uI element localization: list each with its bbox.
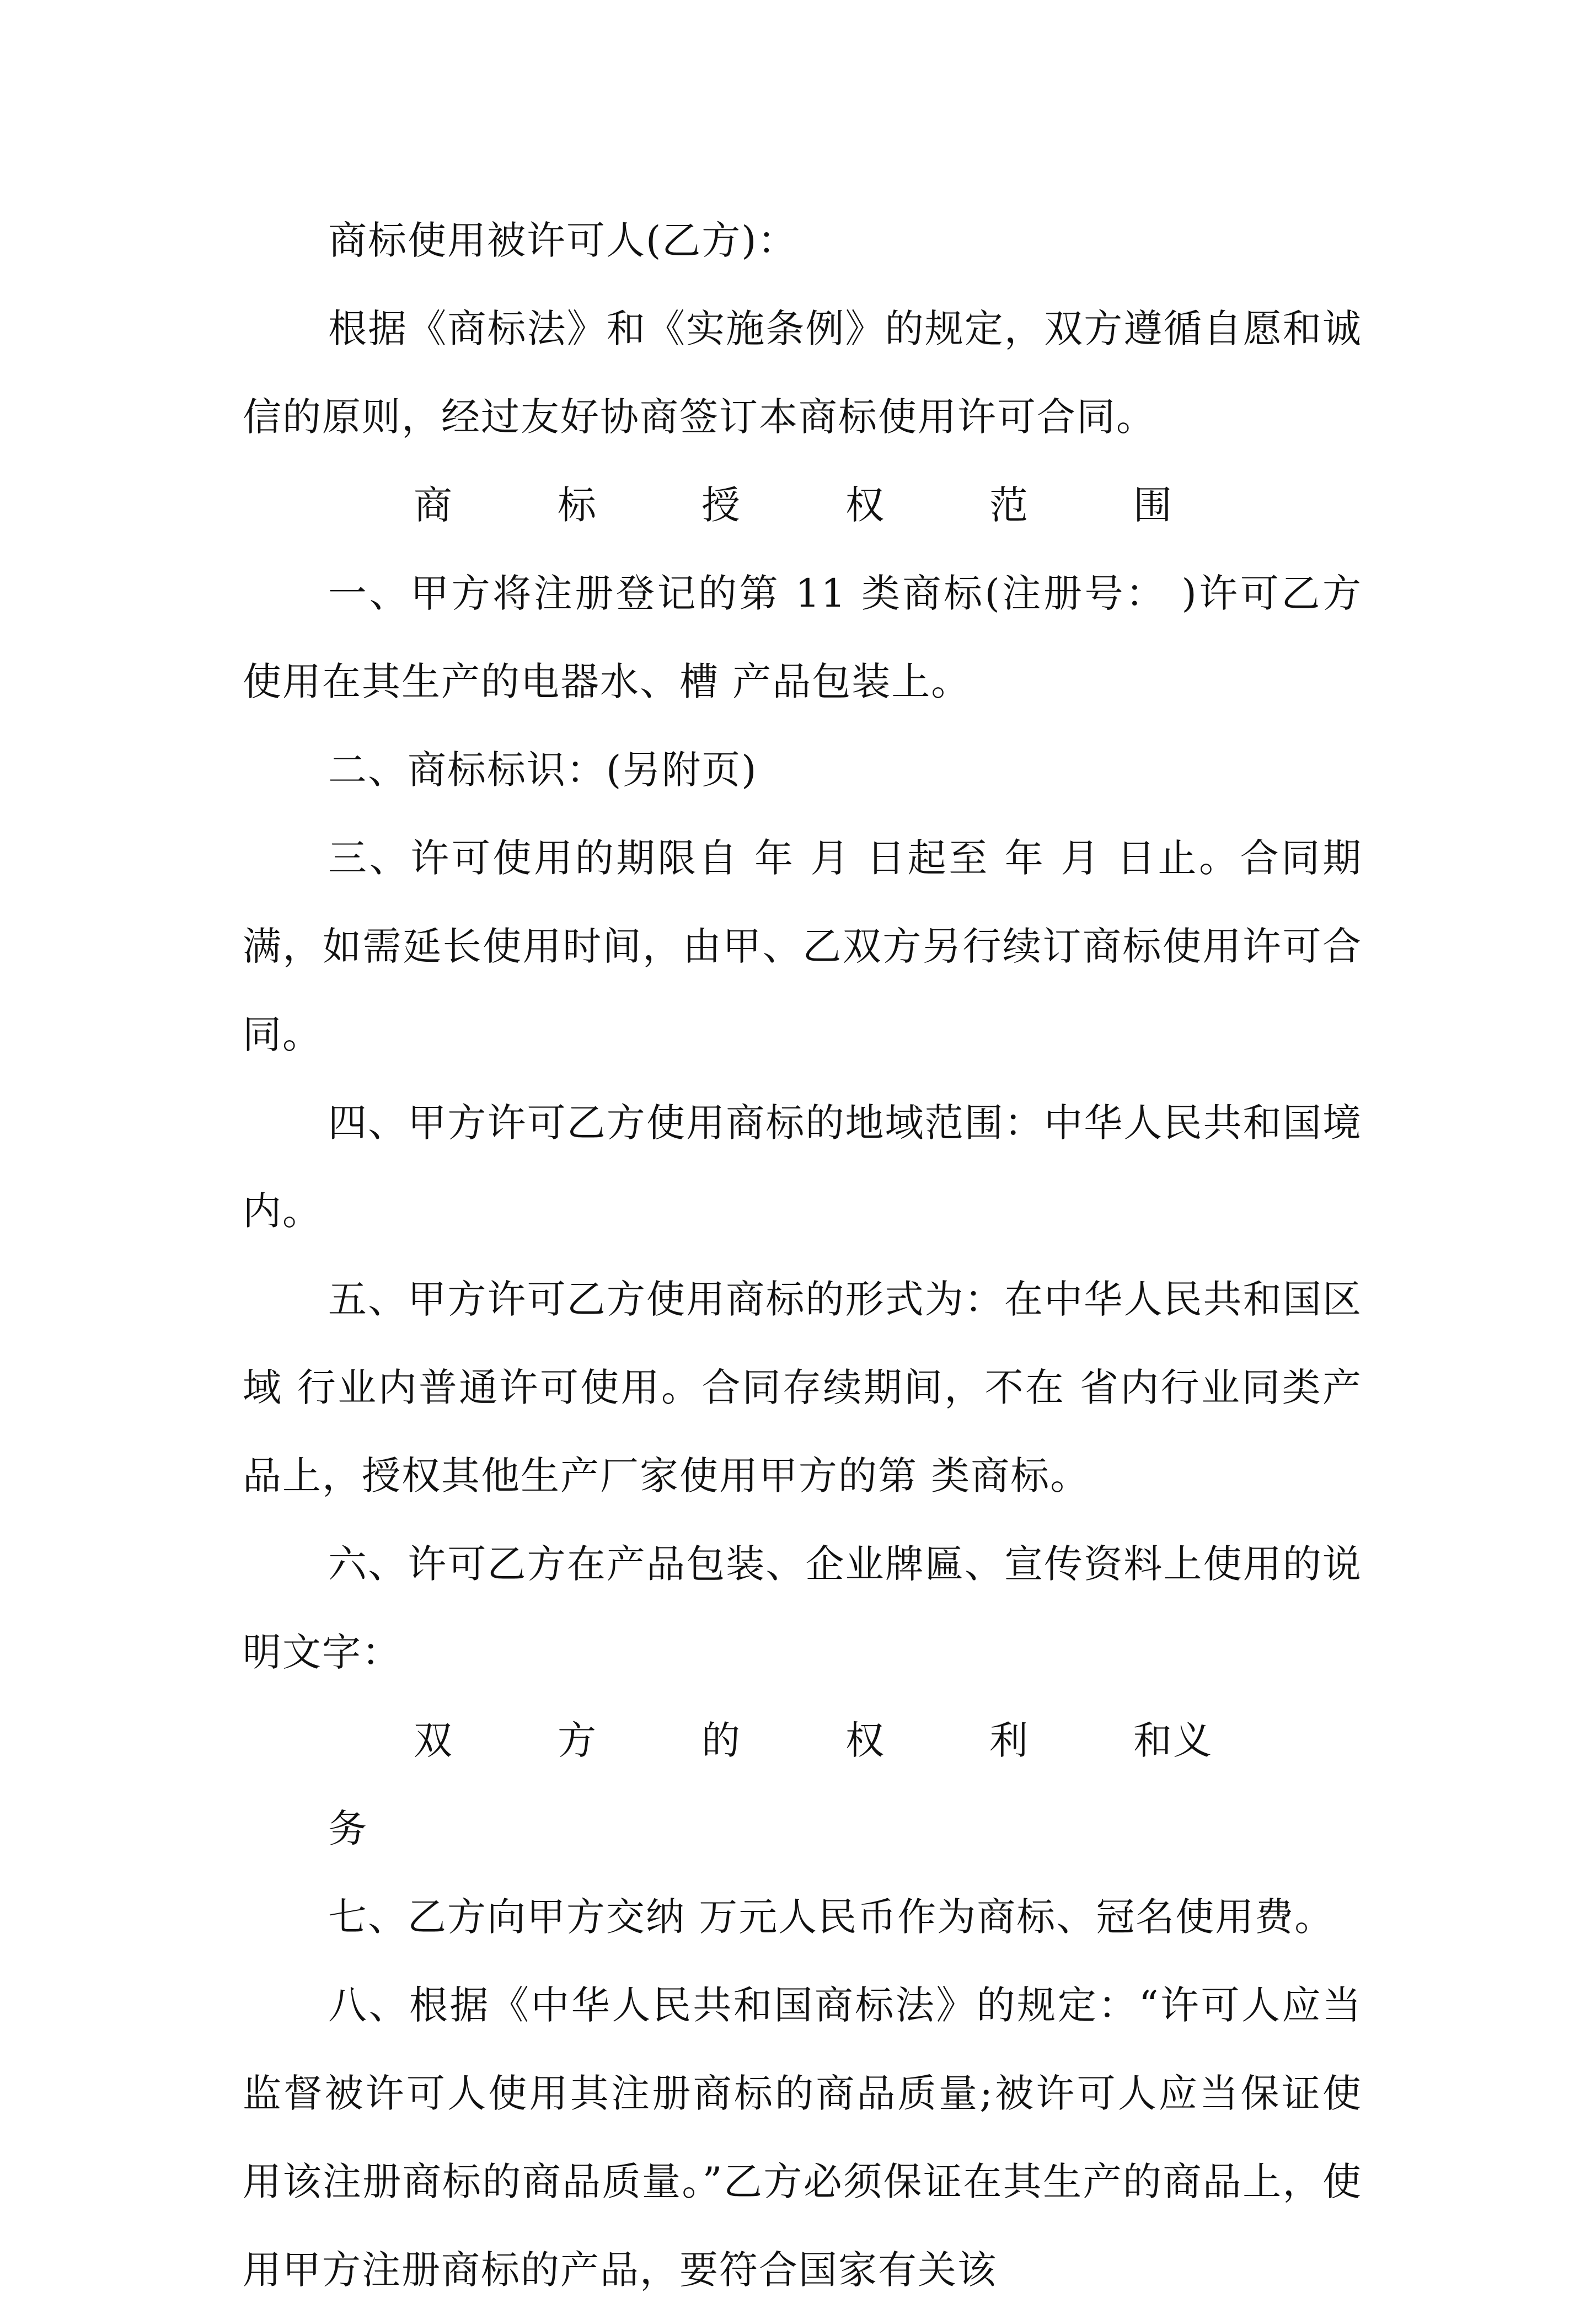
heading-char: 利 <box>989 1718 1029 1763</box>
clause-6: 六、许可乙方在产品包装、企业牌匾、宣传资料上使用的说明文字： <box>243 1541 1362 1675</box>
preamble-paragraph: 根据《商标法》和《实施条例》的规定，双方遵循自愿和诚信的原则，经过友好协商签订本商标使用许可合同。 <box>243 306 1362 440</box>
clause-2: 二、商标标识：(另附页) <box>328 747 758 792</box>
heading-char: 标 <box>558 483 597 528</box>
heading-char: 方 <box>558 1718 597 1763</box>
clause-7: 七、乙方向甲方交纳 万元人民币作为商标、冠名使用费。 <box>328 1894 1335 1940</box>
heading-char: 务 <box>328 1806 368 1851</box>
heading-char: 权 <box>845 483 885 528</box>
heading-char: 商 <box>414 483 453 528</box>
heading-char: 和义 <box>1133 1718 1213 1763</box>
heading-char: 范 <box>989 483 1029 528</box>
heading-char: 权 <box>845 1718 885 1763</box>
clause-1: 一、甲方将注册登记的第 11 类商标(注册号： )许可乙方使用在其生产的电器水、槽 产品包装上。 <box>243 571 1362 704</box>
heading-char: 双 <box>414 1718 453 1763</box>
document-body <box>243 196 1362 2314</box>
clause-3: 三、许可使用的期限自 年 月 日起至 年 月 日止。合同期满，如需延长使用时间，由甲、乙双方另行续订商标使用许可合同。 <box>243 835 1362 1057</box>
clause-4: 四、甲方许可乙方使用商标的地域范围：中华人民共和国境内。 <box>243 1100 1362 1234</box>
licensee-line: 商标使用被许可人(乙方)： <box>328 218 797 263</box>
clause-8: 八、根据《中华人民共和国商标法》的规定：“许可人应当监督被许可人使用其注册商标的商品质量;被许可人应当保证使用该注册商标的商品质量。”乙方必须保证在其生产的商品上，使用甲方注册商标的产品，要符合国家有关该 <box>243 1983 1362 2292</box>
heading-char: 围 <box>1133 483 1173 528</box>
section-heading-rights-obligations <box>243 1696 1362 1873</box>
heading-char: 的 <box>701 1718 741 1763</box>
clause-5: 五、甲方许可乙方使用商标的形式为：在中华人民共和国区域 行业内普通许可使用。合同存续期间，不在 省内行业同类产品上，授权其他生产厂家使用甲方的第 类商标。 <box>243 1277 1362 1498</box>
section-heading-trademark-scope <box>243 461 1362 549</box>
heading-char: 授 <box>701 483 741 528</box>
